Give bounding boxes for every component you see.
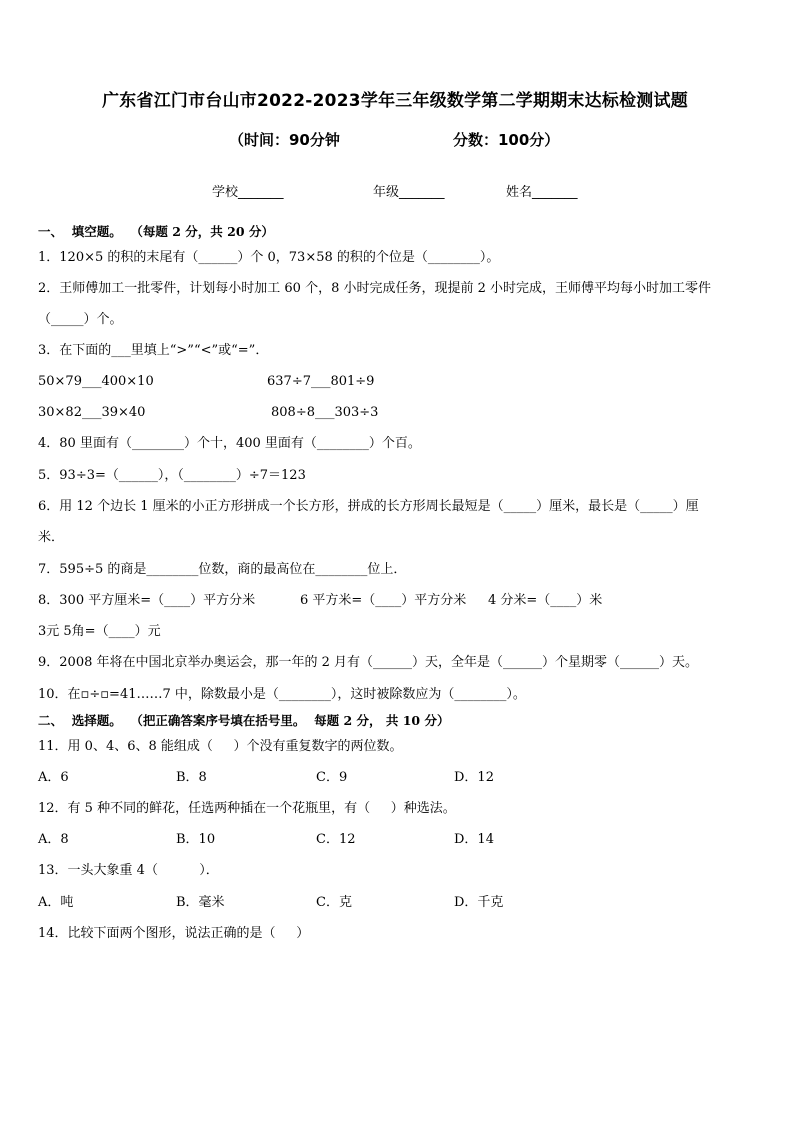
question-14: 14．比较下面两个图形，说法正确的是（ ） (38, 926, 310, 941)
name-field: 姓名_______ (506, 185, 578, 200)
question-10: 10．在▫÷▫=41……7 中，除数最小是（________），这时被除数应为（________）。 (38, 687, 526, 702)
q12-option-c: C．12 (316, 832, 356, 847)
question-8-a: 8．300 平方厘米=（____）平方分米 (38, 593, 256, 608)
question-3-d: 808÷8___303÷3 (271, 405, 379, 420)
grade-field: 年级_______ (373, 185, 445, 200)
q13-option-b: B．毫米 (176, 895, 225, 910)
question-11: 11．用 0、4、6、8 能组成（ ）个没有重复数字的两位数。 (38, 739, 403, 754)
question-2-cont: （_____）个。 (38, 312, 123, 327)
q11-option-c: C．9 (316, 770, 348, 785)
question-6: 6．用 12 个边长 1 厘米的小正方形拼成一个长方形，拼成的长方形周长最短是（_____）厘米，最长是（_____）厘 (38, 499, 699, 514)
q12-option-d: D．14 (454, 832, 494, 847)
question-8-b: 6 平方米=（____）平方分米 (300, 593, 467, 608)
question-9: 9．2008 年将在中国北京举办奥运会，那一年的 2 月有（______）天，全年是（______）个星期零（______）天。 (38, 655, 699, 670)
question-8-c: 4 分米=（____）米 (488, 593, 603, 608)
q11-option-b: B．8 (176, 770, 207, 785)
question-2: 2．王师傅加工一批零件，计划每小时加工 60 个，8 小时完成任务，现提前 2 小时完成，王师傅平均每小时加工零件 (38, 281, 712, 296)
question-7: 7．595÷5 的商是________位数，商的最高位在________位上． (38, 562, 407, 577)
question-12: 12．有 5 种不同的鲜花，任选两种插在一个花瓶里，有（ ）种选法。 (38, 801, 456, 816)
section-heading-choice: 二、 选择题。 （把正确答案序号填在括号里。 每题 2 分， 共 10 分） (38, 713, 450, 728)
question-3-c: 30×82___39×40 (38, 405, 146, 420)
question-1: 1．120×5 的积的末尾有（______）个 0，73×58 的积的个位是（________）。 (38, 250, 500, 265)
school-field: 学校_______ (212, 185, 284, 200)
question-8-d: 3元 5角=（____）元 (38, 624, 161, 639)
q12-option-a: A．8 (38, 832, 69, 847)
page-title: 广东省江门市台山市2022-2023学年三年级数学第二学期期末达标检测试题 (102, 91, 688, 111)
question-6-cont: 米． (38, 530, 65, 545)
exam-score: 分数：100分） (453, 131, 560, 149)
question-3: 3．在下面的___里填上“>”“<”或“=”． (38, 343, 269, 358)
q12-option-b: B．10 (176, 832, 216, 847)
exam-time: （时间：90分钟 (229, 131, 340, 149)
q13-option-c: C．克 (316, 895, 352, 910)
q13-option-d: D．千克 (454, 895, 504, 910)
question-3-a: 50×79___400×10 (38, 374, 154, 389)
section-heading-fill-blank: 一、 填空题。 （每题 2 分，共 20 分） (38, 224, 274, 239)
question-4: 4．80 里面有（________）个十，400 里面有（________）个百。 (38, 436, 421, 451)
question-5: 5．93÷3=（______），（________）÷7＝123 (38, 468, 306, 483)
q13-option-a: A．吨 (38, 895, 74, 910)
q11-option-d: D．12 (454, 770, 494, 785)
question-3-b: 637÷7___801÷9 (267, 374, 375, 389)
question-13: 13．一头大象重 4（ ）． (38, 863, 219, 878)
q11-option-a: A．6 (38, 770, 69, 785)
